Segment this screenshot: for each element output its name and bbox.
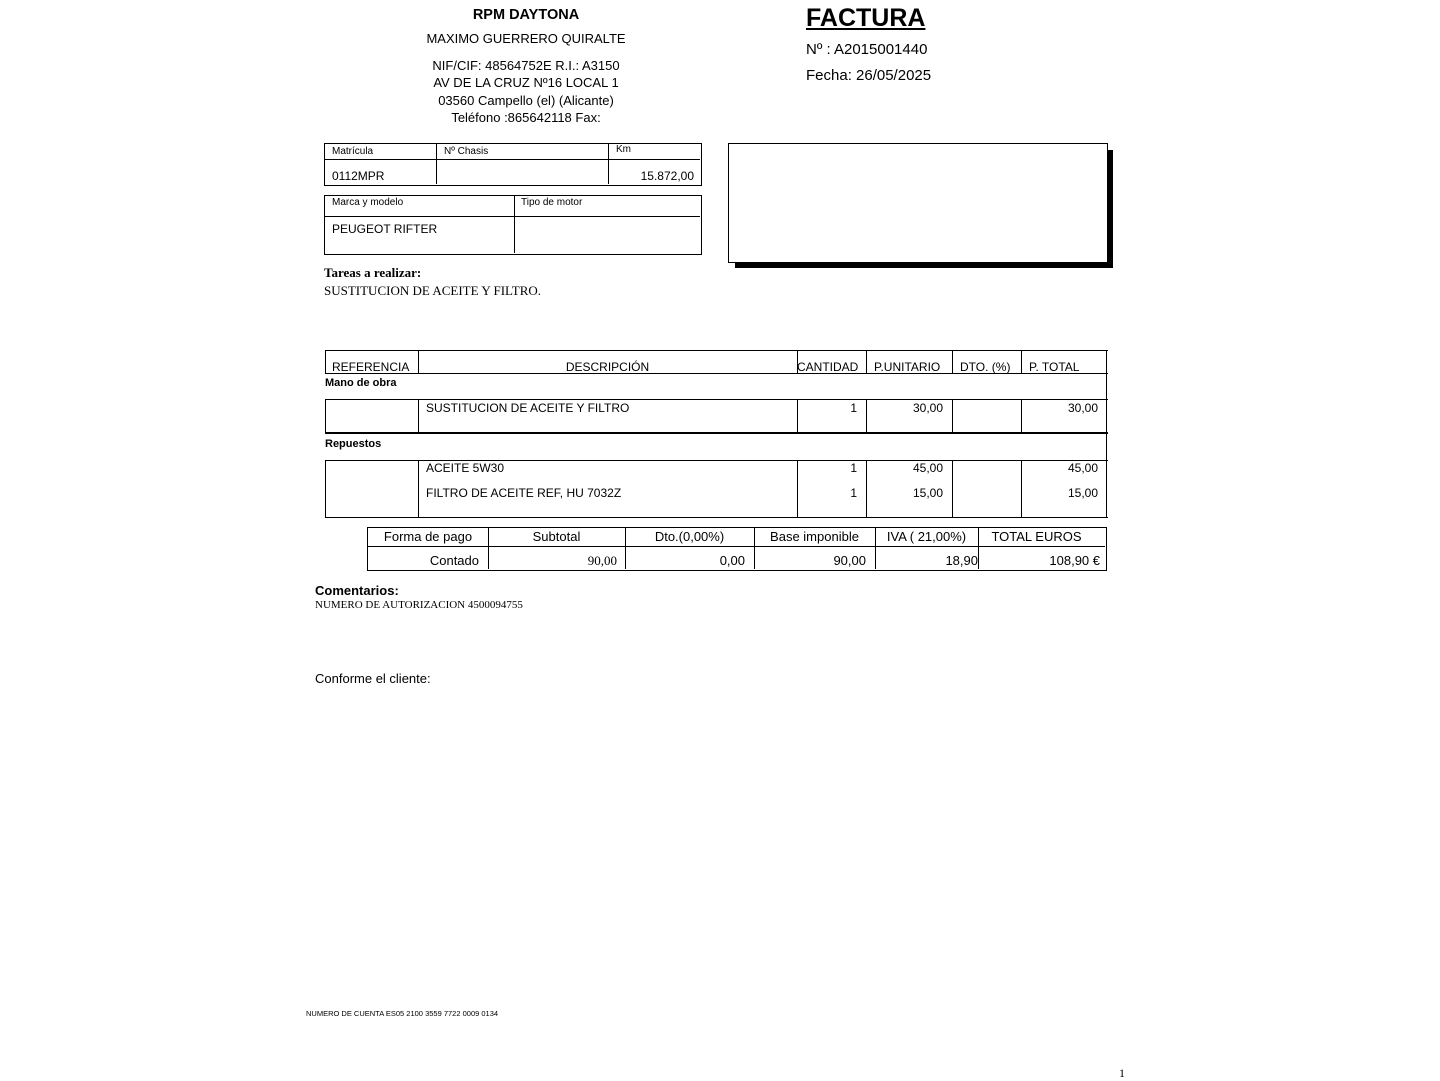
totals-total: 108,90 € [1049, 553, 1100, 568]
tasks-label: Tareas a realizar: [324, 265, 422, 280]
chassis-label: Nº Chasis [444, 146, 489, 157]
totals-subtotal: 90,00 [587, 553, 617, 568]
totals-discount: 0,00 [719, 553, 745, 568]
account-number: NUMERO DE CUENTA ES05 2100 3559 7722 0009 0134 [306, 1009, 499, 1018]
invoice-title: FACTURA [806, 4, 926, 32]
totals-header-subtotal: Subtotal [532, 529, 581, 544]
part-unit: 45,00 [912, 461, 943, 475]
col-header-cantidad: CANTIDAD [797, 360, 859, 374]
vehicle-id-box [324, 143, 702, 186]
company-city: 03560 Campello (el) (Alicante) [438, 93, 614, 108]
col-header-punitario: P.UNITARIO [874, 360, 941, 374]
col-header-descripcion: DESCRIPCIÓN [565, 360, 650, 374]
totals-header-payment: Forma de pago [383, 529, 473, 544]
items-table [325, 350, 1108, 519]
totals-header-total: TOTAL EUROS [991, 529, 1082, 544]
company-address: AV DE LA CRUZ Nº16 LOCAL 1 [433, 75, 619, 90]
model-label: Marca y modelo [332, 197, 404, 208]
totals-payment: Contado [429, 553, 479, 568]
part-total: 45,00 [1067, 461, 1098, 475]
company-phone: Teléfono :865642118 Fax: [451, 110, 601, 125]
signature-label: Conforme el cliente: [315, 671, 431, 686]
engine-label: Tipo de motor [521, 197, 583, 208]
totals-header-iva: IVA ( 21,00%) [886, 529, 967, 544]
labor-section-label: Mano de obra [325, 377, 397, 389]
labor-total: 30,00 [1067, 401, 1098, 415]
model-value: PEUGEOT RIFTER [332, 222, 438, 236]
plate-value: 0112MPR [332, 169, 385, 183]
part-qty: 1 [850, 461, 857, 475]
comments-label: Comentarios: [315, 583, 399, 598]
labor-unit: 30,00 [912, 401, 943, 415]
company-name: RPM DAYTONA [472, 7, 580, 23]
client-box [728, 143, 1108, 263]
part-desc: FILTRO DE ACEITE REF, HU 7032Z [426, 486, 622, 500]
part-qty: 1 [850, 486, 857, 500]
company-nif: NIF/CIF: 48564752E R.I.: A3150 [432, 58, 620, 73]
col-header-referencia: REFERENCIA [332, 360, 410, 374]
tasks-text: SUSTITUCION DE ACEITE Y FILTRO. [324, 283, 542, 298]
col-header-dto: DTO. (%) [960, 360, 1011, 374]
invoice-date: Fecha: 26/05/2025 [806, 67, 932, 84]
page-number: 1 [1119, 1066, 1125, 1080]
totals-iva: 18,90 [945, 553, 978, 568]
km-value: 15.872,00 [640, 169, 694, 183]
part-total: 15,00 [1067, 486, 1098, 500]
km-label: Km [616, 144, 631, 155]
parts-section-label: Repuestos [325, 438, 382, 450]
labor-qty: 1 [850, 401, 857, 415]
totals-header-discount: Dto.(0,00%) [654, 529, 725, 544]
totals-table [367, 527, 1107, 571]
part-desc: ACEITE 5W30 [426, 461, 505, 475]
col-header-ptotal: P. TOTAL [1029, 360, 1080, 374]
totals-base: 90,00 [833, 553, 866, 568]
part-unit: 15,00 [912, 486, 943, 500]
company-owner: MAXIMO GUERRERO QUIRALTE [426, 31, 626, 46]
plate-label: Matrícula [332, 146, 374, 157]
vehicle-model-box [324, 195, 702, 255]
invoice-number: Nº : A2015001440 [806, 41, 928, 58]
labor-desc: SUSTITUCION DE ACEITE Y FILTRO [426, 401, 630, 415]
comments-text: NUMERO DE AUTORIZACION 4500094755 [315, 599, 523, 611]
totals-header-base: Base imponible [770, 529, 859, 544]
